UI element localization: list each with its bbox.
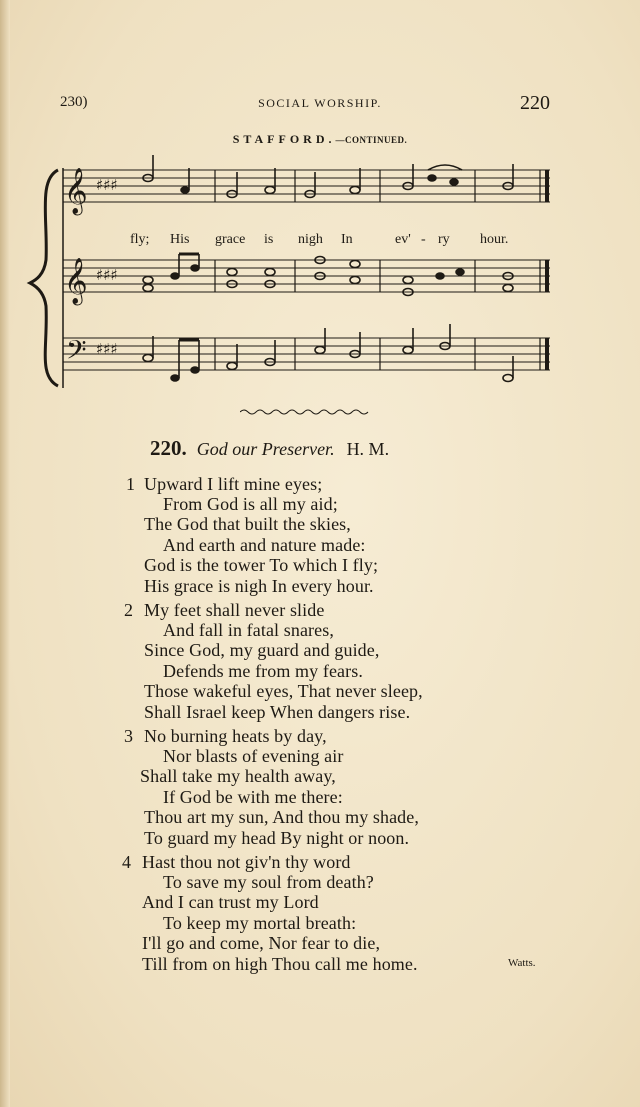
verse-line: If God be with me there: xyxy=(163,787,343,807)
verse-line: To keep my mortal breath: xyxy=(163,913,357,933)
verse-number: 4 xyxy=(122,852,131,872)
verse-line: Shall take my health away, xyxy=(140,766,336,786)
verse-line: And fall in fatal snares, xyxy=(163,620,334,640)
key-signature-lower: ♯♯♯ xyxy=(96,266,118,284)
lyric-syllable: ry xyxy=(438,232,450,247)
key-signature-upper: ♯♯♯ xyxy=(96,176,118,194)
lyric-syllable: is xyxy=(264,232,274,247)
lyric-syllable: In xyxy=(341,232,353,247)
treble-clef-icon-2: 𝄞 xyxy=(64,258,88,304)
verse-line: Since God, my guard and guide, xyxy=(144,640,380,660)
staff-bass xyxy=(63,338,550,370)
author-attribution: Watts. xyxy=(508,957,536,969)
verse-line: Defends me from my fears. xyxy=(163,661,363,681)
verse-line: His grace is nigh In every hour. xyxy=(144,576,374,596)
page-number-left: 230) xyxy=(60,94,88,110)
verse-line: To guard my head By night or noon. xyxy=(144,828,410,848)
notes-upper xyxy=(143,155,513,198)
key-signature-bass: ♯♯♯ xyxy=(96,340,118,358)
running-header xyxy=(0,92,640,116)
tune-continued: —CONTINUED. xyxy=(335,135,408,145)
verse-line: Those wakeful eyes, That never sleep, xyxy=(144,681,423,701)
lyric-syllable: hour. xyxy=(480,232,509,247)
verse-line: The God that built the skies, xyxy=(144,514,351,534)
verse-number: 2 xyxy=(124,600,133,620)
verse-line: My feet shall never slide xyxy=(144,600,325,620)
verse-line: No burning heats by day, xyxy=(144,726,327,746)
verse-line: And earth and nature made: xyxy=(163,535,366,555)
final-barlines xyxy=(540,170,547,370)
notes-bass xyxy=(143,324,513,382)
verse-line: From God is all my aid; xyxy=(163,494,338,514)
treble-clef-icon: 𝄞 xyxy=(64,168,88,214)
system-brace xyxy=(30,170,58,386)
barlines xyxy=(215,170,475,370)
tune-name: STAFFORD. xyxy=(232,132,336,146)
lyric-syllable: - xyxy=(421,232,426,247)
verse-line: God is the tower To which I fly; xyxy=(144,555,379,575)
hymn-heading xyxy=(150,436,389,461)
verse-number: 3 xyxy=(124,726,133,746)
verse-line: Till from on high Thou call me home. xyxy=(142,954,418,974)
running-title: SOCIAL WORSHIP. xyxy=(258,96,382,110)
music-score xyxy=(0,150,640,400)
verse-line: Hast thou not giv'n thy word xyxy=(142,852,351,872)
lyric-syllable: nigh xyxy=(298,232,323,247)
bass-clef-icon: 𝄢 xyxy=(66,334,87,372)
verse-line: I'll go and come, Nor fear to die, xyxy=(142,933,381,953)
page-number-right: 220 xyxy=(520,92,550,114)
hymn-number: 220. xyxy=(150,436,187,460)
verse-line: Upward I lift mine eyes; xyxy=(144,474,323,494)
verse-line: To save my soul from death? xyxy=(163,872,374,892)
lyric-syllable: ev' xyxy=(395,232,411,247)
hymn-meter: H. M. xyxy=(346,439,390,459)
verse-number: 1 xyxy=(126,474,135,494)
staff-lyrics xyxy=(130,232,508,247)
verse-line: Nor blasts of evening air xyxy=(163,746,344,766)
hymn-title: God our Preserver. xyxy=(196,439,335,459)
lyric-syllable: His xyxy=(170,232,190,247)
lyric-syllable: grace xyxy=(215,232,246,247)
ornamental-divider xyxy=(240,407,370,417)
verse-line: Thou art my sun, And thou my shade, xyxy=(144,807,419,827)
staff-treble-lower xyxy=(63,260,550,292)
verse-line: And I can trust my Lord xyxy=(142,892,319,912)
tune-heading xyxy=(0,132,640,147)
lyric-syllable: fly; xyxy=(130,232,150,247)
verse-line: Shall Israel keep When dangers rise. xyxy=(144,702,411,722)
